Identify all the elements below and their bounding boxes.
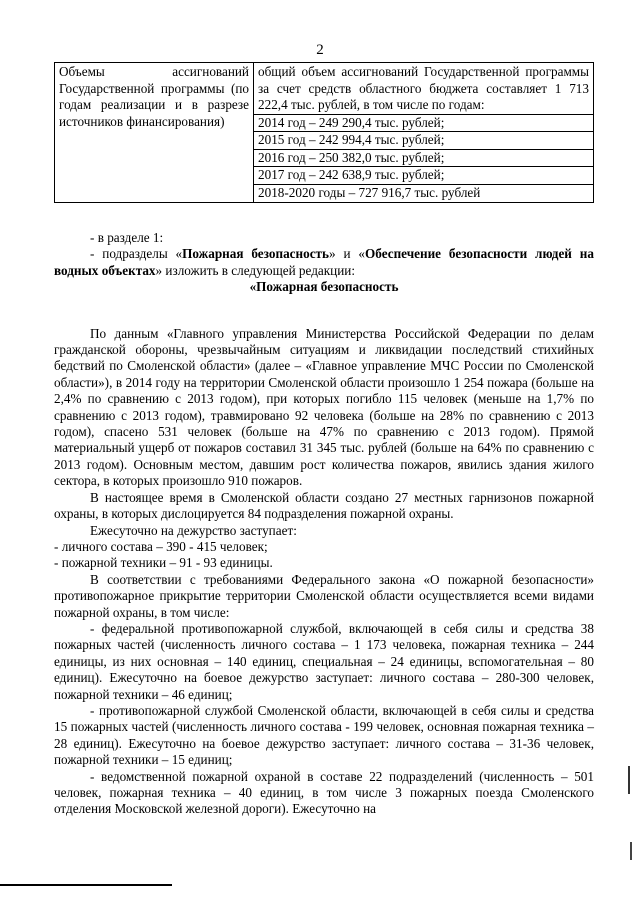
allocation-year-2018-2020: 2018-2020 годы – 727 916,7 тыс. рублей xyxy=(254,184,593,202)
list-item-equipment: - пожарной техники – 91 - 93 единицы. xyxy=(54,555,273,571)
paragraph-federal-law: В соответствии с требованиями Федерального закона «О пожарной безопасности» противопожарное прикрытие территории Смоленской области осуществляется всеми видами пожарной охраны, в том числе: xyxy=(54,571,594,620)
subsections-mid: » и « xyxy=(329,246,366,262)
allocation-label-cell: Объемы ассигнований Государственной программы (по годам реализации и в разрезе источников финансирования) xyxy=(55,63,254,203)
allocation-year-2017: 2017 год – 242 638,9 тыс. рублей; xyxy=(254,166,593,184)
allocation-table xyxy=(54,62,594,203)
subsections-line xyxy=(54,246,594,279)
allocation-value-cell xyxy=(254,63,594,203)
list-item-personnel: - личного состава – 390 - 415 человек; xyxy=(54,538,268,554)
section-line: - в разделе 1: xyxy=(90,230,164,245)
paragraph-garrisons: В настоящее время в Смоленской области создано 27 местных гарнизонов пожарной охраны, в которых дислоцируется 84 подразделения пожарной охраны. xyxy=(54,489,594,522)
paragraph-fire-statistics: По данным «Главного управления Министерства Российской Федерации по делам гражданской обороны, чрезвычайным ситуациям и ликвидации последствий стихийных бедствий по Смоленской области» (далее – «Главное управление МЧС России по Смоленской области»), в 2014 году на территории Смоленской области произошло 1 254 пожара (больше на 2,4% по сравнению с 2013 годом), при которых погибло 115 человек (меньше на 1,7% по сравнению с 2013 годом), травмировано 92 человека (больше на 28% по сравнению с 2013 годом), спасено 531 человек (больше на 47% по сравнению с 2013 годом). Прямой материальный ущерб от пожаров составил 31 345 тыс. рублей (больше на 64% по сравнению с 2013 годом). Основным местом, давшим рост количества пожаров, явились здания жилого сектора, в которых произошло 910 пожаров. xyxy=(54,325,594,489)
page-number: 2 xyxy=(316,42,324,58)
document-body xyxy=(54,230,594,818)
allocation-intro: общий объем ассигнований Государственной программы за счет средств областного бюджета составляет 1 713 222,4 тыс. рублей, в том числе по годам: xyxy=(258,64,589,112)
allocation-year-2015: 2015 год – 242 994,4 тыс. рублей; xyxy=(254,131,593,149)
subsection-title-fire-safety: Пожарная безопасность xyxy=(182,246,330,262)
subsections-prefix: - подразделы « xyxy=(90,246,183,262)
scan-margin-mark xyxy=(628,766,630,794)
footer-rule xyxy=(0,884,172,886)
paragraph-departmental-service: - ведомственной пожарной охраной в составе 22 подразделений (численность – 501 человек, пожарная техника – 40 единиц, в том числе 3 пожарных поезда Смоленского отделения Московской железной дороги). Ежесуточно на xyxy=(54,768,594,817)
paragraph-federal-service: - федеральной противопожарной службой, включающей в себя силы и средства 38 пожарных частей (численность личного состава – 1 173 человека, пожарная техника – 244 единицы, из них основная – 140 единиц, специальная – 24 единицы, вспомогательная – 80 единиц). Ежесуточно на боевое дежурство заступает: личного состава – 280-300 человек, пожарной техники – 46 единиц; xyxy=(54,620,594,702)
paragraph-regional-service: - противопожарной службой Смоленской области, включающей в себя силы и средства 15 пожарных частей (численность личного состава - 199 человек, основная пожарная техника – 28 единиц). Ежесуточно на боевое дежурство заступает: личного состава – 31-36 человек, пожарной техники – 15 единиц; xyxy=(54,702,594,768)
subsection-title-water-safety: Обеспечение безопасности людей на водных объектах xyxy=(54,246,594,278)
table-row xyxy=(55,63,594,203)
scan-margin-mark xyxy=(630,842,632,860)
paragraph-daily-duty: Ежесуточно на дежурство заступает: xyxy=(90,522,297,538)
allocation-year-2014: 2014 год – 249 290,4 тыс. рублей; xyxy=(254,114,593,132)
section-heading: «Пожарная безопасность xyxy=(249,279,399,295)
subsections-suffix: » изложить в следующей редакции: xyxy=(155,262,356,278)
allocation-year-2016: 2016 год – 250 382,0 тыс. рублей; xyxy=(254,149,593,167)
